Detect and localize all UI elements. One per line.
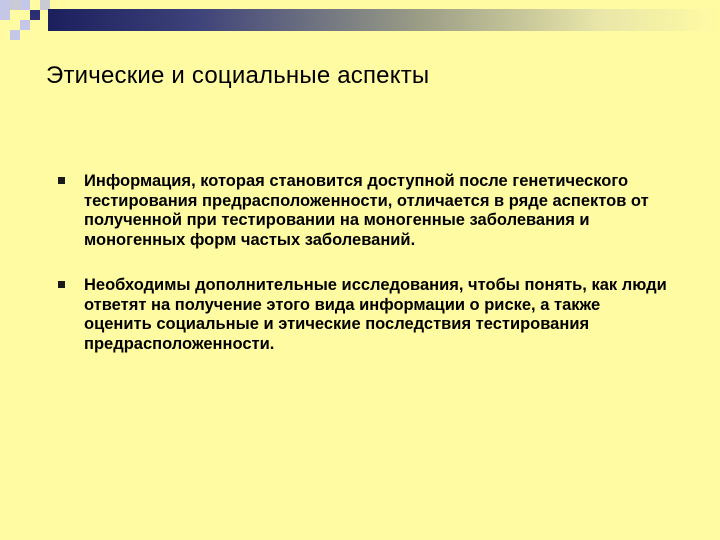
corner-square bbox=[0, 0, 10, 10]
bullet-text: Информация, которая становится доступной после генетического тестирования предрасположенности, отличается в ряде аспектов от полученной при тестировании на моногенные заболевания и моногенных форм частых заболеваний. bbox=[84, 172, 649, 249]
square-bullet-icon bbox=[58, 281, 65, 288]
corner-square bbox=[20, 0, 30, 10]
bullet-list bbox=[52, 172, 672, 380]
header-gradient-bar bbox=[48, 9, 720, 31]
square-bullet-icon bbox=[58, 177, 65, 184]
corner-square bbox=[10, 30, 20, 40]
corner-square bbox=[30, 10, 40, 20]
corner-square bbox=[10, 0, 20, 10]
slide-title: Этические и социальные аспекты bbox=[46, 62, 430, 89]
bullet-text: Необходимы дополнительные исследования, чтобы понять, как люди ответят на получение этого вида информации о риске, а также оценить социальные и этические последствия тестирования предрасположенности. bbox=[84, 276, 667, 353]
bullet-item bbox=[52, 172, 672, 250]
corner-square bbox=[0, 10, 10, 20]
bullet-item bbox=[52, 276, 672, 354]
corner-square bbox=[20, 20, 30, 30]
